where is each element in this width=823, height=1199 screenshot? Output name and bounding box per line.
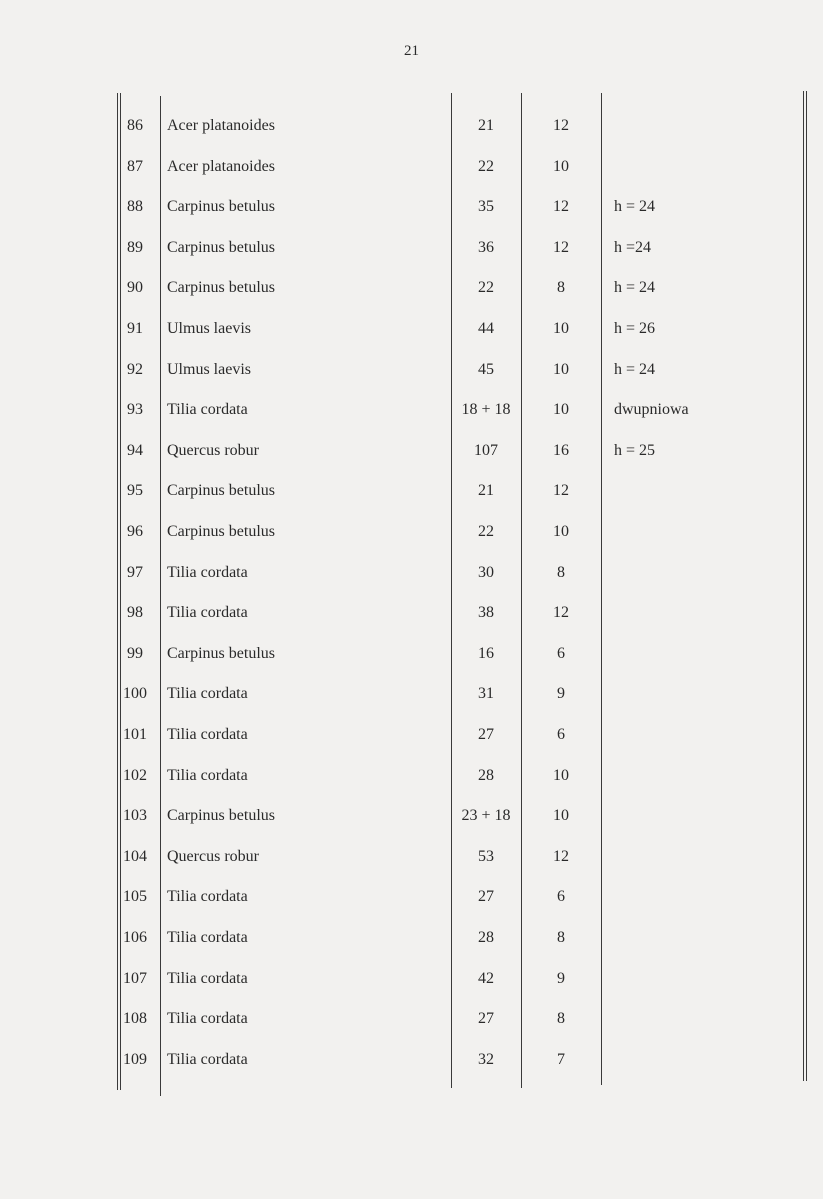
tree-species: Ulmus laevis <box>167 320 251 337</box>
tree-species: Carpinus betulus <box>167 482 275 499</box>
tree-diameter: 53 <box>478 848 494 865</box>
table-row <box>0 764 823 788</box>
tree-number: 86 <box>127 117 143 134</box>
tree-diameter: 38 <box>478 604 494 621</box>
tree-diameter: 27 <box>478 726 494 743</box>
tree-diameter: 16 <box>478 645 494 662</box>
tree-number: 105 <box>123 888 147 905</box>
tree-height: 10 <box>553 807 569 824</box>
tree-species: Tilia cordata <box>167 685 248 702</box>
table-row <box>0 195 823 219</box>
tree-species: Tilia cordata <box>167 767 248 784</box>
tree-height: 10 <box>553 361 569 378</box>
tree-number: 89 <box>127 239 143 256</box>
tree-number: 88 <box>127 198 143 215</box>
tree-diameter: 42 <box>478 970 494 987</box>
tree-note: dwupniowa <box>614 401 689 418</box>
tree-species: Acer platanoides <box>167 158 275 175</box>
tree-diameter: 27 <box>478 1010 494 1027</box>
tree-height: 10 <box>553 158 569 175</box>
tree-diameter: 31 <box>478 685 494 702</box>
tree-diameter: 45 <box>478 361 494 378</box>
tree-number: 107 <box>123 970 147 987</box>
tree-species: Tilia cordata <box>167 929 248 946</box>
tree-number: 94 <box>127 442 143 459</box>
tree-height: 12 <box>553 117 569 134</box>
tree-height: 9 <box>557 685 565 702</box>
table-row <box>0 926 823 950</box>
tree-number: 98 <box>127 604 143 621</box>
tree-diameter: 28 <box>478 929 494 946</box>
tree-height: 16 <box>553 442 569 459</box>
tree-height: 6 <box>557 888 565 905</box>
tree-diameter: 22 <box>478 279 494 296</box>
tree-note: h =24 <box>614 239 652 256</box>
tree-species: Tilia cordata <box>167 401 248 418</box>
tree-height: 8 <box>557 279 565 296</box>
tree-species: Tilia cordata <box>167 726 248 743</box>
tree-species: Tilia cordata <box>167 970 248 987</box>
tree-number: 87 <box>127 158 143 175</box>
tree-species: Carpinus betulus <box>167 523 275 540</box>
tree-diameter: 30 <box>478 564 494 581</box>
tree-height: 6 <box>557 645 565 662</box>
tree-height: 10 <box>553 523 569 540</box>
table-row <box>0 398 823 422</box>
tree-species: Tilia cordata <box>167 1010 248 1027</box>
tree-note: h = 24 <box>614 279 656 296</box>
tree-height: 9 <box>557 970 565 987</box>
tree-diameter: 35 <box>478 198 494 215</box>
tree-number: 106 <box>123 929 147 946</box>
tree-diameter: 32 <box>478 1051 494 1068</box>
tree-species: Carpinus betulus <box>167 198 275 215</box>
tree-height: 12 <box>553 848 569 865</box>
tree-number: 93 <box>127 401 143 418</box>
tree-species: Carpinus betulus <box>167 645 275 662</box>
tree-diameter: 21 <box>478 117 494 134</box>
table-row <box>0 358 823 382</box>
tree-species: Quercus robur <box>167 848 259 865</box>
tree-number: 97 <box>127 564 143 581</box>
table-row <box>0 885 823 909</box>
tree-note: h = 24 <box>614 361 656 378</box>
tree-number: 104 <box>123 848 147 865</box>
tree-species: Ulmus laevis <box>167 361 251 378</box>
tree-diameter: 27 <box>478 888 494 905</box>
tree-height: 12 <box>553 604 569 621</box>
tree-number: 101 <box>123 726 147 743</box>
table-row <box>0 845 823 869</box>
table-row <box>0 804 823 828</box>
table-row <box>0 723 823 747</box>
tree-number: 99 <box>127 645 143 662</box>
tree-species: Carpinus betulus <box>167 239 275 256</box>
tree-diameter: 22 <box>478 523 494 540</box>
table-row <box>0 1048 823 1072</box>
tree-species: Carpinus betulus <box>167 807 275 824</box>
table-row <box>0 1007 823 1031</box>
tree-diameter: 28 <box>478 767 494 784</box>
tree-diameter: 23 + 18 <box>461 807 511 824</box>
tree-diameter: 18 + 18 <box>461 401 511 418</box>
tree-number: 103 <box>123 807 147 824</box>
tree-number: 91 <box>127 320 143 337</box>
tree-diameter: 21 <box>478 482 494 499</box>
table-row <box>0 561 823 585</box>
table-row <box>0 520 823 544</box>
tree-note: h = 26 <box>614 320 656 337</box>
tree-number: 95 <box>127 482 143 499</box>
tree-species: Tilia cordata <box>167 1051 248 1068</box>
tree-note: h = 24 <box>614 198 656 215</box>
tree-height: 10 <box>553 320 569 337</box>
tree-height: 12 <box>553 198 569 215</box>
tree-species: Acer platanoides <box>167 117 275 134</box>
table-row <box>0 276 823 300</box>
tree-species: Tilia cordata <box>167 564 248 581</box>
tree-height: 8 <box>557 564 565 581</box>
tree-height: 10 <box>553 401 569 418</box>
tree-height: 8 <box>557 929 565 946</box>
table-row <box>0 155 823 179</box>
tree-number: 100 <box>123 685 147 702</box>
tree-number: 102 <box>123 767 147 784</box>
tree-number: 96 <box>127 523 143 540</box>
table-row <box>0 439 823 463</box>
table-row <box>0 114 823 138</box>
tree-diameter: 36 <box>478 239 494 256</box>
tree-diameter: 44 <box>478 320 494 337</box>
tree-number: 90 <box>127 279 143 296</box>
tree-height: 7 <box>557 1051 565 1068</box>
table-row <box>0 317 823 341</box>
tree-height: 12 <box>553 482 569 499</box>
tree-number: 108 <box>123 1010 147 1027</box>
tree-height: 12 <box>553 239 569 256</box>
tree-diameter: 107 <box>474 442 498 459</box>
tree-height: 10 <box>553 767 569 784</box>
table-row <box>0 479 823 503</box>
tree-note: h = 25 <box>614 442 656 459</box>
table-row <box>0 682 823 706</box>
tree-height: 6 <box>557 726 565 743</box>
table-row <box>0 967 823 991</box>
tree-diameter: 22 <box>478 158 494 175</box>
table-row <box>0 601 823 625</box>
tree-number: 92 <box>127 361 143 378</box>
tree-species: Quercus robur <box>167 442 259 459</box>
table-row <box>0 236 823 260</box>
tree-number: 109 <box>123 1051 147 1068</box>
tree-species: Tilia cordata <box>167 888 248 905</box>
table-row <box>0 642 823 666</box>
page-number: 21 <box>404 43 419 59</box>
tree-species: Tilia cordata <box>167 604 248 621</box>
tree-height: 8 <box>557 1010 565 1027</box>
tree-species: Carpinus betulus <box>167 279 275 296</box>
